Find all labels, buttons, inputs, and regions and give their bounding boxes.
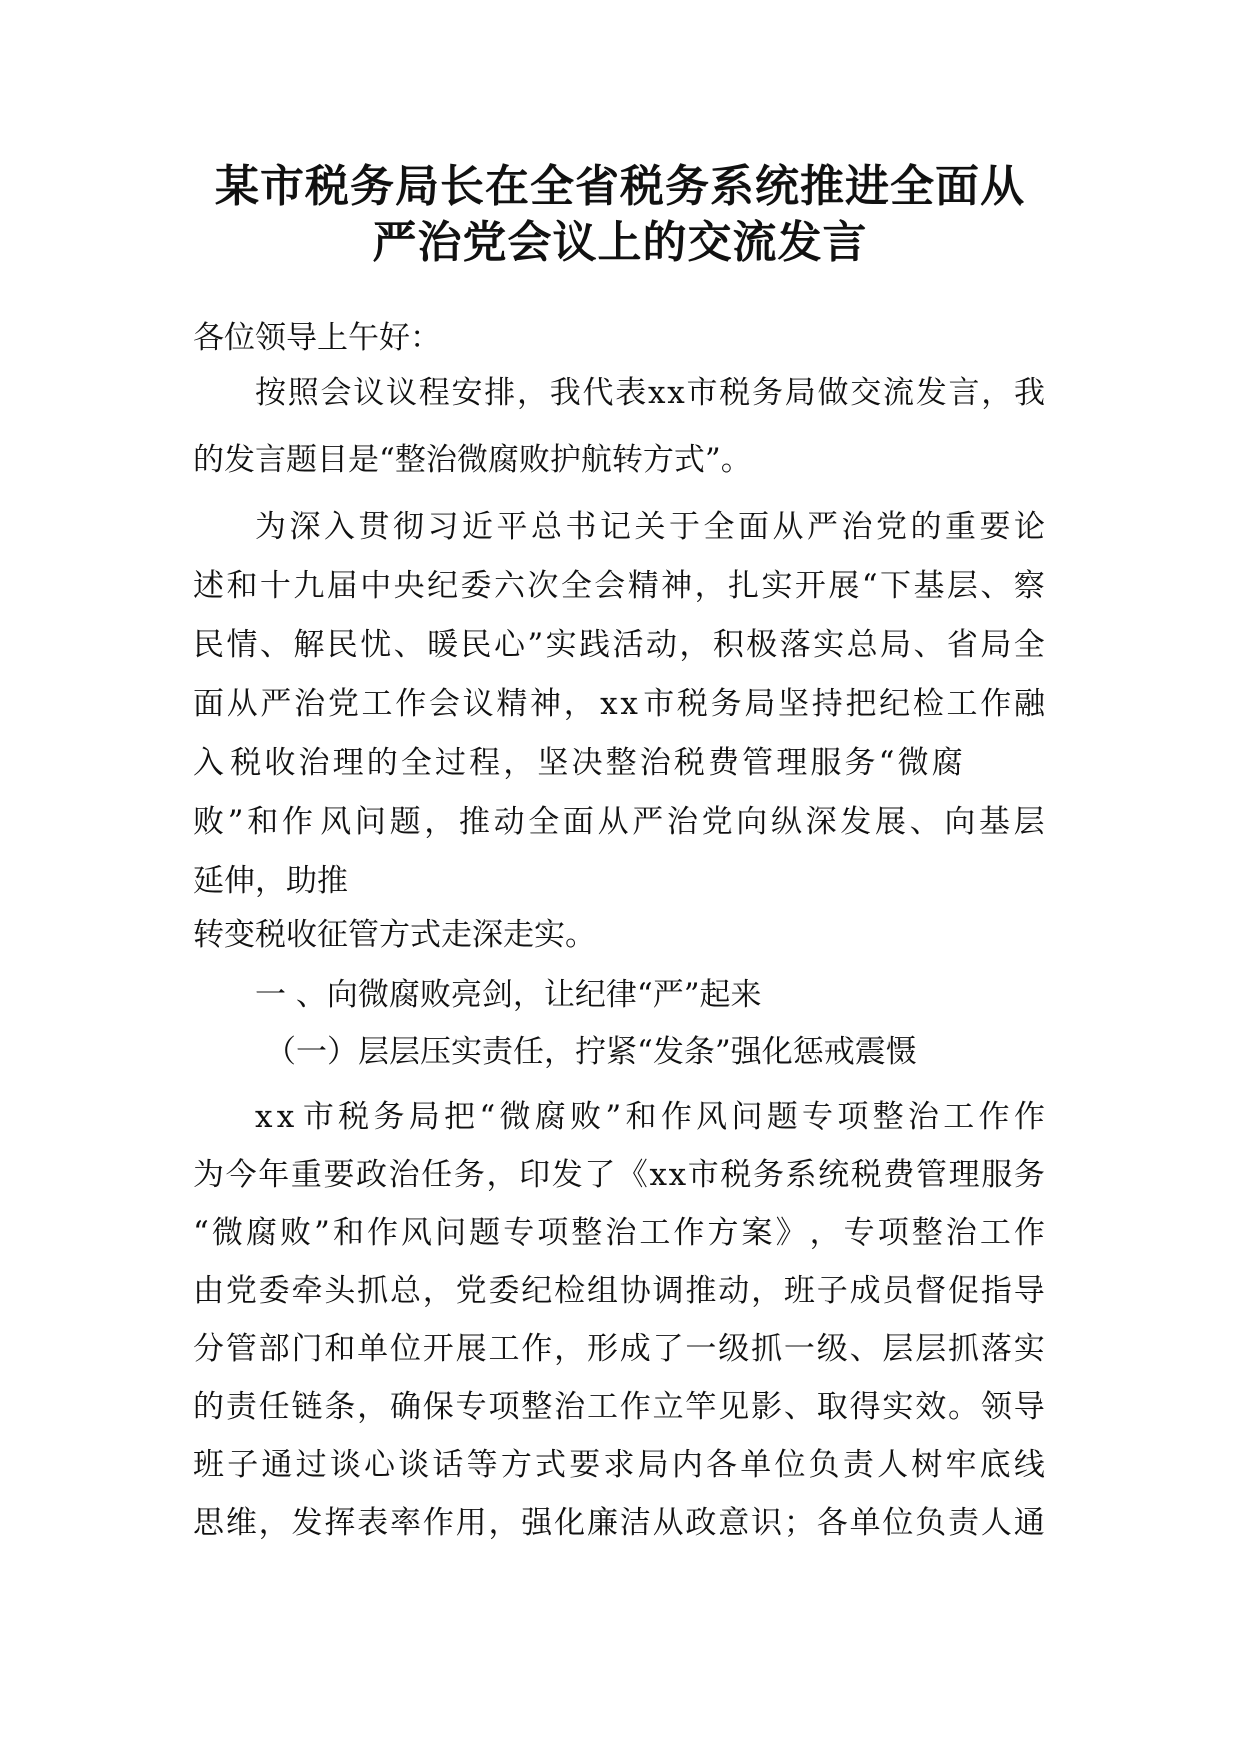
body-line: 班 子 通 过 谈 心 谈 话 等 方 式 要 求 局 内 各 单 位 负 责 人 树 牢 底 线 (193, 1447, 1045, 1483)
body-line: 思 维 ， 发 挥 表 率 作 用 ， 强 化 廉 洁 从 政 意 识 ； 各 单 位 负 责 人 通 (193, 1505, 1045, 1541)
body-line: 入 税 收 治 理 的 全 过 程 ， 坚 决 整 治 税 费 管 理 服 务 “ 微 腐 (193, 745, 963, 781)
body-line: 转变税收征管方式走深走实。 (193, 917, 596, 953)
body-line: 为 今 年 重 要 政 治 任 务 ， 印 发 了 《 x x 市 税 务 系 统 税 费 管 理 服 务 (193, 1157, 1045, 1193)
body-line: 面 从 严 治 党 工 作 会 议 精 神 ， x x 市 税 务 局 坚 持 把 纪 检 工 作 融 (193, 686, 1045, 722)
document-title-line-1: 某市税务局长在全省税务系统推进全面从 (215, 161, 1025, 212)
body-line: “ 微 腐 败 ” 和 作 风 问 题 专 项 整 治 工 作 方 案 》 ， 专 项 整 治 工 作 (193, 1215, 1045, 1251)
body-line: 述 和 十 九 届 中 央 纪 委 六 次 全 会 精 神 ， 扎 实 开 展 “ 下 基 层 、 察 (193, 568, 1045, 604)
body-line: 由 党 委 牵 头 抓 总 ， 党 委 纪 检 组 协 调 推 动 ， 班 子 成 员 督 促 指 导 (193, 1273, 1045, 1309)
body-line: 为 深 入 贯 彻 习 近 平 总 书 记 关 于 全 面 从 严 治 党 的 重 要 论 (255, 509, 1045, 545)
body-line: x x 市 税 务 局 把 “ 微 腐 败 ” 和 作 风 问 题 专 项 整 治 工 作 作 (255, 1099, 1045, 1135)
body-line: 延伸，助推 (193, 863, 348, 899)
body-line: 败 ” 和 作 风 问 题 ， 推 动 全 面 从 严 治 党 向 纵 深 发 展 、 向 基 层 (193, 804, 1045, 840)
document-title-line-2: 严治党会议上的交流发言 (372, 217, 868, 268)
body-line: 的 责 任 链 条 ， 确 保 专 项 整 治 工 作 立 竿 见 影 、 取 得 实 效 。 领 导 (193, 1389, 1045, 1425)
body-line: 一 、向微腐败亮剑，让纪律“严”起来 (255, 977, 762, 1013)
body-line: （一）层层压实责任，拧紧“发条”强化惩戒震慑 (265, 1034, 917, 1070)
body-line: 的发言题目是“整治微腐败护航转方式”。 (193, 442, 752, 478)
body-line: 民 情 、 解 民 忧 、 暖 民 心 ” 实 践 活 动 ， 积 极 落 实 总 局 、 省 局 全 (193, 627, 1045, 663)
body-line: 各位领导上午好： (193, 320, 441, 356)
body-line: 分 管 部 门 和 单 位 开 展 工 作 ， 形 成 了 一 级 抓 一 级 、 层 层 抓 落 实 (193, 1331, 1045, 1367)
body-line: 按 照 会 议 议 程 安 排 ， 我 代 表 x x 市 税 务 局 做 交 流 发 言 ， 我 (255, 375, 1045, 411)
